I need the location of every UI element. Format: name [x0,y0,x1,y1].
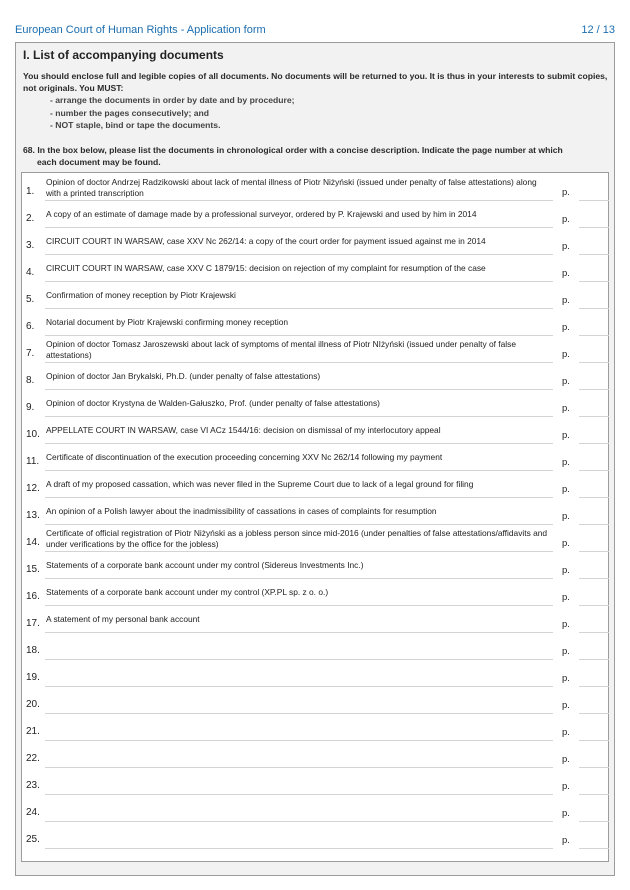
document-description-field[interactable]: CIRCUIT COURT IN WARSAW, case XXV C 1879/15: decision on rejection of my complaint for resumption of the case [45,256,553,282]
document-row [22,553,608,580]
page-number-field[interactable] [579,337,609,363]
document-number: 25. [26,834,40,845]
document-row [22,634,608,661]
document-description-field[interactable] [45,688,553,714]
document-description-field[interactable] [45,661,553,687]
document-row [22,337,608,364]
page-prefix-label: p. [562,349,570,360]
document-number: 7. [26,348,35,359]
document-description-field[interactable]: A copy of an estimate of damage made by a professional surveyor, ordered by P. Krajewski and used by him in 2014 [45,202,553,228]
requirement-item: - arrange the documents in order by date and by procedure; [50,95,295,105]
page-prefix-label: p. [562,619,570,630]
page-prefix-label: p. [562,673,570,684]
page-number-field[interactable] [579,634,609,660]
document-row [22,364,608,391]
page-prefix-label: p. [562,565,570,576]
page-prefix-label: p. [562,700,570,711]
page-number-field[interactable] [579,661,609,687]
requirement-item: - NOT staple, bind or tape the documents. [50,120,221,130]
page-prefix-label: p. [562,835,570,846]
page-number-field[interactable] [579,715,609,741]
document-row [22,688,608,715]
document-number: 11. [26,456,40,467]
document-number: 18. [26,645,40,656]
page-number-field[interactable] [579,607,609,633]
document-row [22,175,608,202]
page-number-field[interactable] [579,283,609,309]
accompanying-documents-section [15,42,615,876]
instruction-line-2: each document may be found. [37,157,161,167]
document-row [22,499,608,526]
page-number-field[interactable] [579,580,609,606]
document-number: 23. [26,780,40,791]
page-number-field[interactable] [579,418,609,444]
document-number: 9. [26,402,35,413]
page-number-field[interactable] [579,229,609,255]
document-number: 15. [26,564,40,575]
document-description-field[interactable]: Opinion of doctor Krystyna de Walden-Gałuszko, Prof. (under penalty of false attestations) [45,391,553,417]
page-number-field[interactable] [579,310,609,336]
page-prefix-label: p. [562,511,570,522]
page-header [15,22,615,38]
document-description-field[interactable]: Confirmation of money reception by Piotr Krajewski [45,283,553,309]
document-description-field[interactable]: APPELLATE COURT IN WARSAW, case VI ACz 1544/16: decision on dismissal of my interlocutory appeal [45,418,553,444]
page-prefix-label: p. [562,808,570,819]
document-number: 24. [26,807,40,818]
document-number: 5. [26,294,35,305]
document-row [22,823,608,850]
document-description-field[interactable]: Notarial document by Piotr Krajewski confirming money reception [45,310,553,336]
document-row [22,418,608,445]
document-row [22,202,608,229]
document-number: 1. [26,186,35,197]
document-description-field[interactable]: Opinion of doctor Jan Brykalski, Ph.D. (under penalty of false attestations) [45,364,553,390]
page-prefix-label: p. [562,268,570,279]
page-number-field[interactable] [579,526,609,552]
document-number: 8. [26,375,35,386]
page-prefix-label: p. [562,214,570,225]
document-row [22,715,608,742]
instruction-text [23,144,608,168]
intro-text: You should enclose full and legible copies of all documents. No documents will be returned to you. It is thus in your interests to submit copies, not originals. You MUST: [23,71,608,93]
page-number-field[interactable] [579,445,609,471]
document-description-field[interactable]: Certificate of discontinuation of the execution proceeding concerning XXV Nc 262/14 following my payment [45,445,553,471]
document-row [22,391,608,418]
document-description-field[interactable] [45,634,553,660]
document-number: 22. [26,753,40,764]
page-prefix-label: p. [562,484,570,495]
page-number-field[interactable] [579,796,609,822]
page-number-field[interactable] [579,742,609,768]
document-number: 13. [26,510,40,521]
document-number: 3. [26,240,35,251]
document-row [22,526,608,553]
page-prefix-label: p. [562,295,570,306]
requirement-item: - number the pages consecutively; and [50,107,210,118]
document-description-field[interactable]: A draft of my proposed cassation, which was never filed in the Supreme Court due to lack of a legal ground for filing [45,472,553,498]
document-row [22,445,608,472]
section-title: I. List of accompanying documents [23,48,224,62]
document-row [22,310,608,337]
page-number-field[interactable] [579,391,609,417]
document-description-field[interactable] [45,796,553,822]
document-description-field[interactable]: Statements of a corporate bank account under my control (Sidereus Investments Inc.) [45,553,553,579]
document-number: 21. [26,726,40,737]
page-prefix-label: p. [562,754,570,765]
page-number-field[interactable] [579,364,609,390]
document-row [22,283,608,310]
page-number-field[interactable] [579,256,609,282]
instruction-line-1: 68. In the box below, please list the documents in chronological order with a concise description. Indicate the page number at which [23,145,563,155]
document-number: 10. [26,429,40,440]
document-number: 20. [26,699,40,710]
page-prefix-label: p. [562,538,570,549]
document-description-field[interactable]: An opinion of a Polish lawyer about the inadmissibility of cassations in cases of complaints for resumption [45,499,553,525]
page-number-field[interactable] [579,175,609,201]
document-description-field[interactable]: Opinion of doctor Tomasz Jaroszewski about lack of symptoms of mental illness of Piotr NIżyński (issued under penalty of false attestations) [45,337,553,363]
page-number-field[interactable] [579,202,609,228]
document-number: 14. [26,537,40,548]
document-row [22,472,608,499]
document-description-field[interactable] [45,823,553,849]
document-row [22,661,608,688]
page-prefix-label: p. [562,403,570,414]
document-description-field[interactable]: Certificate of official registration of Piotr Niżyński as a jobless person since mid-2016 (under penalties of false attestations/affidavits and under verifications by the office for the jobless) [45,526,553,552]
document-number: 12. [26,483,40,494]
page-number-field[interactable] [579,499,609,525]
requirements-list [50,94,295,132]
page-prefix-label: p. [562,430,570,441]
document-number: 19. [26,672,40,683]
document-row [22,580,608,607]
page-prefix-label: p. [562,592,570,603]
document-row [22,229,608,256]
document-number: 4. [26,267,35,278]
document-number: 6. [26,321,35,332]
page-number-field[interactable] [579,553,609,579]
page-prefix-label: p. [562,322,570,333]
page-number-field[interactable] [579,823,609,849]
documents-list-box [21,172,609,862]
document-number: 2. [26,213,35,224]
page-number-field[interactable] [579,769,609,795]
page-prefix-label: p. [562,781,570,792]
document-row [22,796,608,823]
document-description-field[interactable]: Opinion of doctor Andrzej Radzikowski about lack of mental illness of Piotr Niżyński (issued under penalty of false attestations) along with a printed transcription [45,175,553,201]
page-prefix-label: p. [562,376,570,387]
document-number: 16. [26,591,40,602]
page-number-field[interactable] [579,472,609,498]
page-number-field[interactable] [579,688,609,714]
document-description-field[interactable] [45,742,553,768]
page-prefix-label: p. [562,457,570,468]
document-description-field[interactable] [45,769,553,795]
document-row [22,607,608,634]
document-row [22,256,608,283]
page-indicator: 12 / 13 [581,24,615,36]
document-row [22,769,608,796]
form-title: European Court of Human Rights - Application form [15,24,266,36]
document-row [22,742,608,769]
document-description-field[interactable]: Statements of a corporate bank account under my control (XP.PL sp. z o. o.) [45,580,553,606]
page-prefix-label: p. [562,727,570,738]
page-prefix-label: p. [562,187,570,198]
page-prefix-label: p. [562,646,570,657]
document-description-field[interactable]: CIRCUIT COURT IN WARSAW, case XXV Nc 262/14: a copy of the court order for payment issued against me in 2014 [45,229,553,255]
page-prefix-label: p. [562,241,570,252]
document-description-field[interactable]: A statement of my personal bank account [45,607,553,633]
document-description-field[interactable] [45,715,553,741]
document-number: 17. [26,618,40,629]
